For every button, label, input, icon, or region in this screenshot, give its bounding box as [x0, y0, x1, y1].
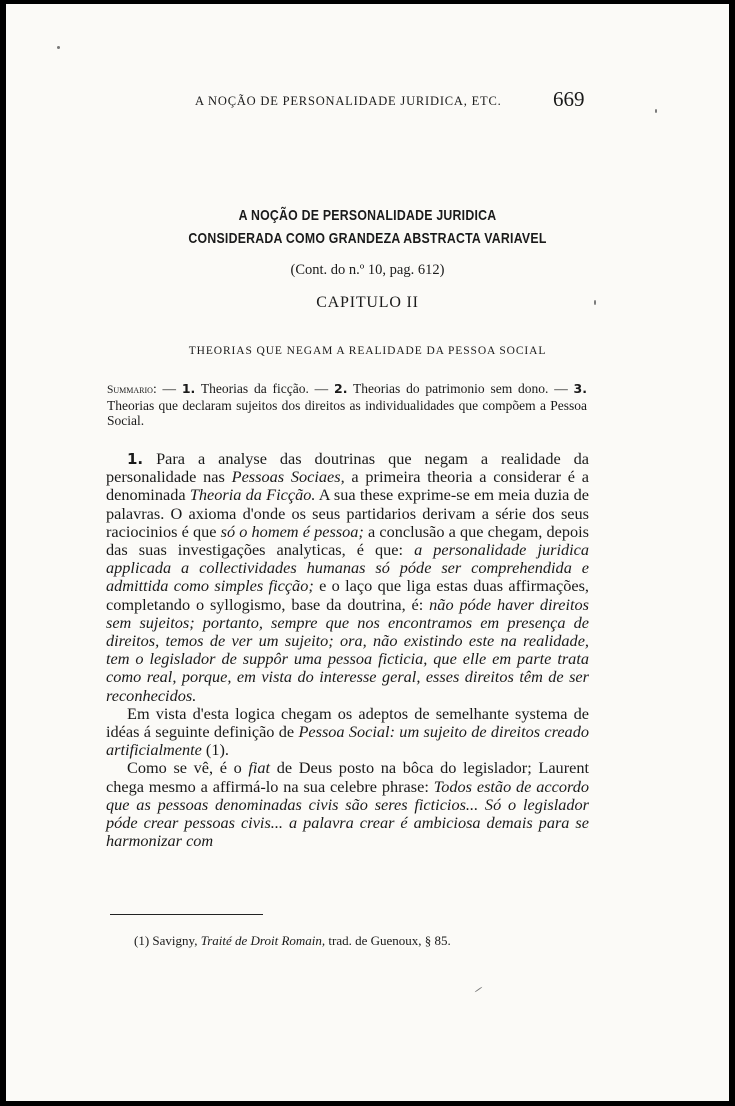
footnote-rule: [110, 914, 263, 915]
italic-run: Pessoa Social: um sujeito de direitos creado artificialmente: [106, 722, 589, 760]
summary-label: Summario: [107, 384, 153, 396]
text-run: A sua these exprime-se em meia duzia de palavras. O axioma d'onde os seus partidarios derivam a série dos seus raciocinios é que: [106, 485, 589, 541]
text-run: Para a analyse das doutrinas que negam a realidade da personalidade nas: [106, 449, 590, 487]
italic-run: só o homem é pessoa;: [220, 521, 364, 541]
paper-speck: [655, 109, 657, 113]
body-text: [106, 450, 589, 850]
paragraph-number: 1.: [127, 450, 144, 468]
text-run: de Deus posto na bôca do legislador; Laurent chega mesmo a affirmá-lo na sua celebre phrase:: [106, 758, 590, 796]
paper-speck: [57, 46, 60, 49]
italic-run: Theoria da Ficção.: [189, 485, 316, 505]
italic-run: Pessoas Sociaes,: [231, 467, 345, 487]
italic-run: não póde haver direitos sem sujeitos; portanto, sempre que nos encontramos em presença de direitos, temos de ver um sujeito; ora, não existindo este na realidade, tem o legislador de suppôr uma pessoa ficticia, que elle em parte trata como real, porque, em vista do interesse geral, esses direitos têm de ser reconhecidos.: [106, 594, 590, 705]
italic-run: a personalidade juridica applicada a collectividades humanas só póde ser comprehendida e admittida como simples ficção;: [106, 540, 589, 596]
paragraph-3: [106, 759, 589, 850]
summary-item-number: 1.: [181, 381, 196, 396]
summary-item-text: Theorias da ficção.: [200, 381, 309, 396]
paragraph-2: [106, 705, 589, 760]
text-run: (1).: [201, 740, 229, 760]
footnote-work: Traité de Droit Romain,: [200, 933, 326, 948]
continuation-note: (Cont. do n.º 10, pag. 612): [290, 262, 445, 278]
footnote: [134, 933, 594, 949]
paragraph-1: [106, 450, 589, 705]
footnote-rest: trad. de Guenoux, § 85.: [328, 933, 451, 948]
article-title-line-1: A NOÇÃO DE PERSONALIDADE JURIDICA: [238, 207, 497, 224]
article-title-line-2: CONSIDERADA COMO GRANDEZA ABSTRACTA VARIAVEL: [188, 230, 547, 247]
summary-item-number: 3.: [573, 381, 587, 396]
summary-item-text: Theorias que declaram sujeitos dos direitos as individualidades que compõem a Pessoa Social.: [107, 398, 587, 428]
summary-item-number: 2.: [334, 381, 348, 396]
text-run: Como se vê, é o: [127, 758, 249, 778]
running-title: A NOÇÃO DE PERSONALIDADE JURIDICA, ETC.: [195, 94, 502, 108]
paper-speck: [475, 987, 483, 993]
chapter-heading: CAPITULO II: [316, 294, 419, 311]
chapter-subheading: THEORIAS QUE NEGAM A REALIDADE DA PESSOA SOCIAL: [188, 345, 547, 357]
book-page: [6, 4, 729, 1101]
italic-run: fiat: [248, 758, 271, 778]
page-number: 669: [553, 87, 585, 111]
text-run: e o laço que liga estas duas affirmações, completando o syllogismo, base da doutrina, é:: [106, 576, 590, 614]
text-run: a conclusão a que chegam, depois das suas investigações analyticas, é que:: [106, 521, 590, 560]
text-run: Em vista d'esta logica chegam os adeptos de semelhante systema de idéas á seguinte definição de: [106, 703, 589, 742]
summary-item-text: Theorias do patrimonio sem dono.: [353, 381, 549, 396]
paper-speck: [594, 300, 596, 305]
chapter-summary: Summario: — 1. Theorias da ficção. — 2. Theorias do patrimonio sem dono. — 3. Theorias que declaram sujeitos dos direitos as individualidades que compõem a Pessoa Social.: [107, 381, 587, 428]
footnote-marker: (1): [134, 933, 150, 948]
text-run: a primeira theoria a considerar é a denominada: [106, 467, 589, 505]
italic-run: Todos estão de accordo que as pessoas denominadas civis são seres ficticios... Só o legislador póde crear pessoas civis... a palavra crear é ambiciosa demais para se harmonizar com: [106, 776, 589, 851]
footnote-author: Savigny,: [152, 933, 198, 948]
